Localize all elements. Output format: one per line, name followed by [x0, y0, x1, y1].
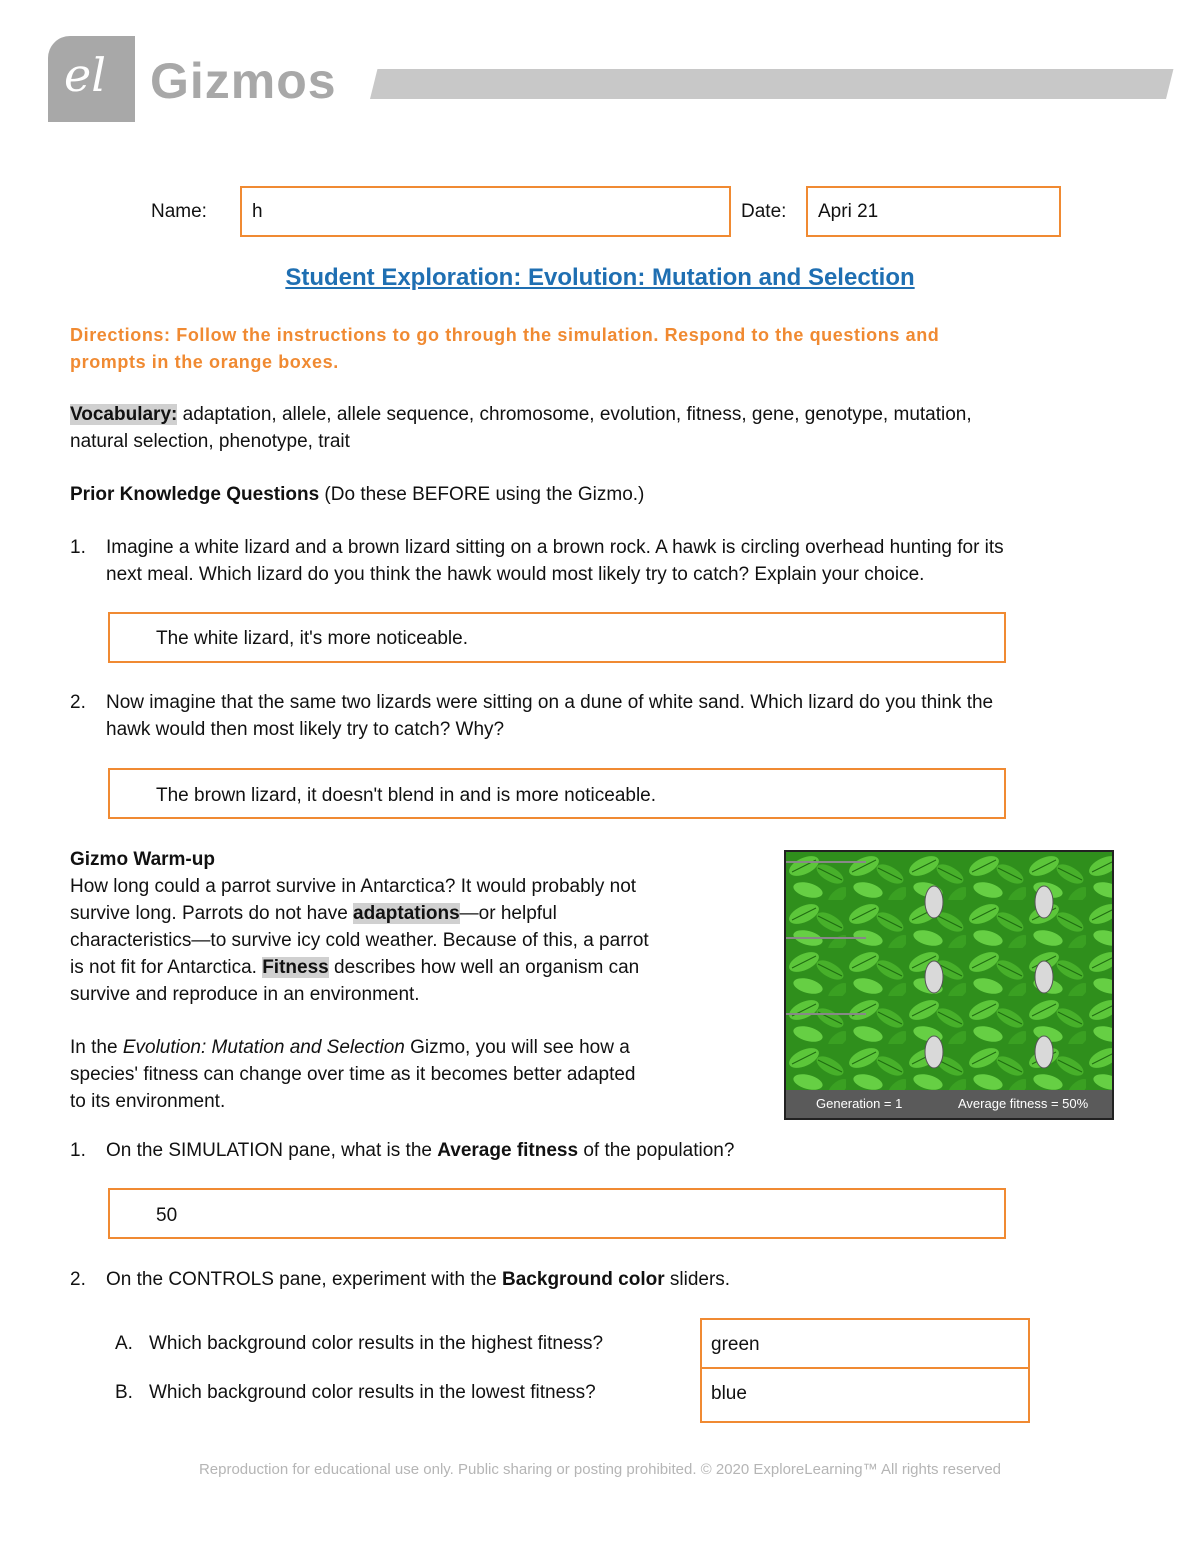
- date-label: Date:: [741, 201, 787, 222]
- warmup-p1-line-2a: survive long. Parrots do not have: [70, 903, 354, 924]
- name-label: Name:: [151, 201, 207, 222]
- beetle-icon: [1035, 886, 1053, 918]
- adaptations-term: adaptations: [353, 903, 460, 924]
- q2a-text: Which background color results in the highest fitness?: [149, 1333, 604, 1354]
- warmup-p1-line-4a: is not fit for Antarctica.: [70, 957, 263, 978]
- prior-heading-note: (Do these BEFORE using the Gizmo.): [319, 484, 645, 505]
- q2b-answer: blue: [711, 1383, 747, 1404]
- prior-q1-answer: The white lizard, it's more noticeable.: [156, 628, 468, 649]
- warmup-p1-line-2b: —or helpful: [459, 903, 557, 924]
- prior-q2-number: 2.: [70, 692, 86, 713]
- vocabulary-line-1: adaptation, allele, allele sequence, chromosome, evolution, fitness, gene, genotype, mutation,: [177, 404, 972, 425]
- prior-q2-line-2: hawk would then most likely try to catch? Why?: [106, 719, 505, 740]
- warmup-heading: Gizmo Warm-up: [70, 849, 215, 870]
- date-value: Apri 21: [818, 201, 879, 222]
- q2b-answer-box[interactable]: [700, 1367, 1030, 1423]
- prior-q1-text: [106, 534, 1004, 588]
- prior-q1-line-1: Imagine a white lizard and a brown lizard sitting on a brown rock. A hawk is circling overhead hunting for its: [106, 537, 1004, 558]
- date-field[interactable]: [806, 186, 1061, 237]
- q2a-answer: green: [711, 1334, 760, 1355]
- warmup-p2-line-3: to its environment.: [70, 1091, 226, 1112]
- q2a-label: A.: [115, 1333, 133, 1354]
- warmup-p1-line-3: characteristics—to survive icy cold weather. Because of this, a parrot: [70, 930, 649, 951]
- simulation-screenshot: [784, 850, 1114, 1120]
- prior-q1-answer-box[interactable]: [108, 612, 1006, 663]
- directions-line-1: Directions: Follow the instructions to go through the simulation. Respond to the questions and: [70, 325, 940, 345]
- beetle-icon: [1035, 1036, 1053, 1068]
- q1-number: 1.: [70, 1140, 86, 1161]
- vocabulary-label: Vocabulary:: [70, 404, 178, 425]
- q2-number: 2.: [70, 1269, 86, 1290]
- warmup-p2-line-1b: Gizmo, you will see how a: [404, 1037, 630, 1058]
- beetle-icon: [925, 886, 943, 918]
- simulation-status-bar: [786, 1090, 1112, 1118]
- beetle-icon: [925, 961, 943, 993]
- prior-heading-bold: Prior Knowledge Questions: [70, 484, 320, 505]
- prior-q2-answer-box[interactable]: [108, 768, 1006, 819]
- q2b-label: B.: [115, 1382, 133, 1403]
- prior-knowledge-heading: [70, 481, 644, 508]
- prior-q2-line-1: Now imagine that the same two lizards were sitting on a dune of white sand. Which lizard do you think the: [106, 692, 994, 713]
- warmup-p1-line-5: survive and reproduce in an environment.: [70, 984, 420, 1005]
- prior-q1-number: 1.: [70, 537, 86, 558]
- q1-answer-box[interactable]: [108, 1188, 1006, 1239]
- generation-readout: Generation = 1: [816, 1096, 903, 1111]
- name-value: h: [252, 201, 263, 222]
- warmup-section: [70, 846, 649, 1115]
- vocabulary-line-2: natural selection, phenotype, trait: [70, 431, 350, 452]
- name-field[interactable]: [240, 186, 731, 237]
- brand-name: Gizmos: [150, 53, 337, 109]
- prior-q2-text: [106, 689, 993, 743]
- gizmo-name: Evolution: Mutation and Selection: [122, 1037, 405, 1058]
- explorelearning-logo-icon: el: [64, 48, 106, 102]
- warmup-p2-line-1a: In the: [70, 1037, 123, 1058]
- q1-text-post: of the population?: [578, 1140, 735, 1161]
- average-fitness-readout: Average fitness = 50%: [958, 1096, 1089, 1111]
- q2-text-bold: Background color: [502, 1269, 665, 1290]
- q2a-answer-box[interactable]: [700, 1318, 1030, 1369]
- fitness-term: Fitness: [262, 957, 329, 978]
- q2-text-pre: On the CONTROLS pane, experiment with the: [106, 1269, 503, 1290]
- q2-text-post: sliders.: [664, 1269, 731, 1290]
- page-title: Student Exploration: Evolution: Mutation and Selection: [285, 264, 915, 291]
- prior-q2-answer: The brown lizard, it doesn't blend in and is more noticeable.: [156, 785, 657, 806]
- header-bar: [370, 69, 1173, 99]
- vocabulary: [70, 401, 972, 455]
- q2b-text: Which background color results in the lowest fitness?: [149, 1382, 596, 1403]
- q1-text-bold: Average fitness: [437, 1140, 579, 1161]
- q1-text-pre: On the SIMULATION pane, what is the: [106, 1140, 438, 1161]
- warmup-p1-line-4b: describes how well an organism can: [328, 957, 640, 978]
- beetle-icon: [1035, 961, 1053, 993]
- warmup-p1-line-1: How long could a parrot survive in Antarctica? It would probably not: [70, 876, 637, 897]
- prior-q1-line-2: next meal. Which lizard do you think the hawk would most likely try to catch? Explain your choice.: [106, 564, 925, 585]
- q1-text: [106, 1137, 734, 1164]
- directions-line-2: prompts in the orange boxes.: [70, 352, 339, 372]
- warmup-p2-line-2: species' fitness can change over time as it becomes better adapted: [70, 1064, 636, 1085]
- beetle-icon: [925, 1036, 943, 1068]
- leaf-background: [786, 852, 1112, 1090]
- directions: [70, 322, 939, 376]
- q1-answer: 50: [156, 1205, 178, 1226]
- footer-copyright: Reproduction for educational use only. Public sharing or posting prohibited. © 2020 ExploreLearning™ All rights reserved: [198, 1461, 1002, 1478]
- q2-text: [106, 1266, 730, 1293]
